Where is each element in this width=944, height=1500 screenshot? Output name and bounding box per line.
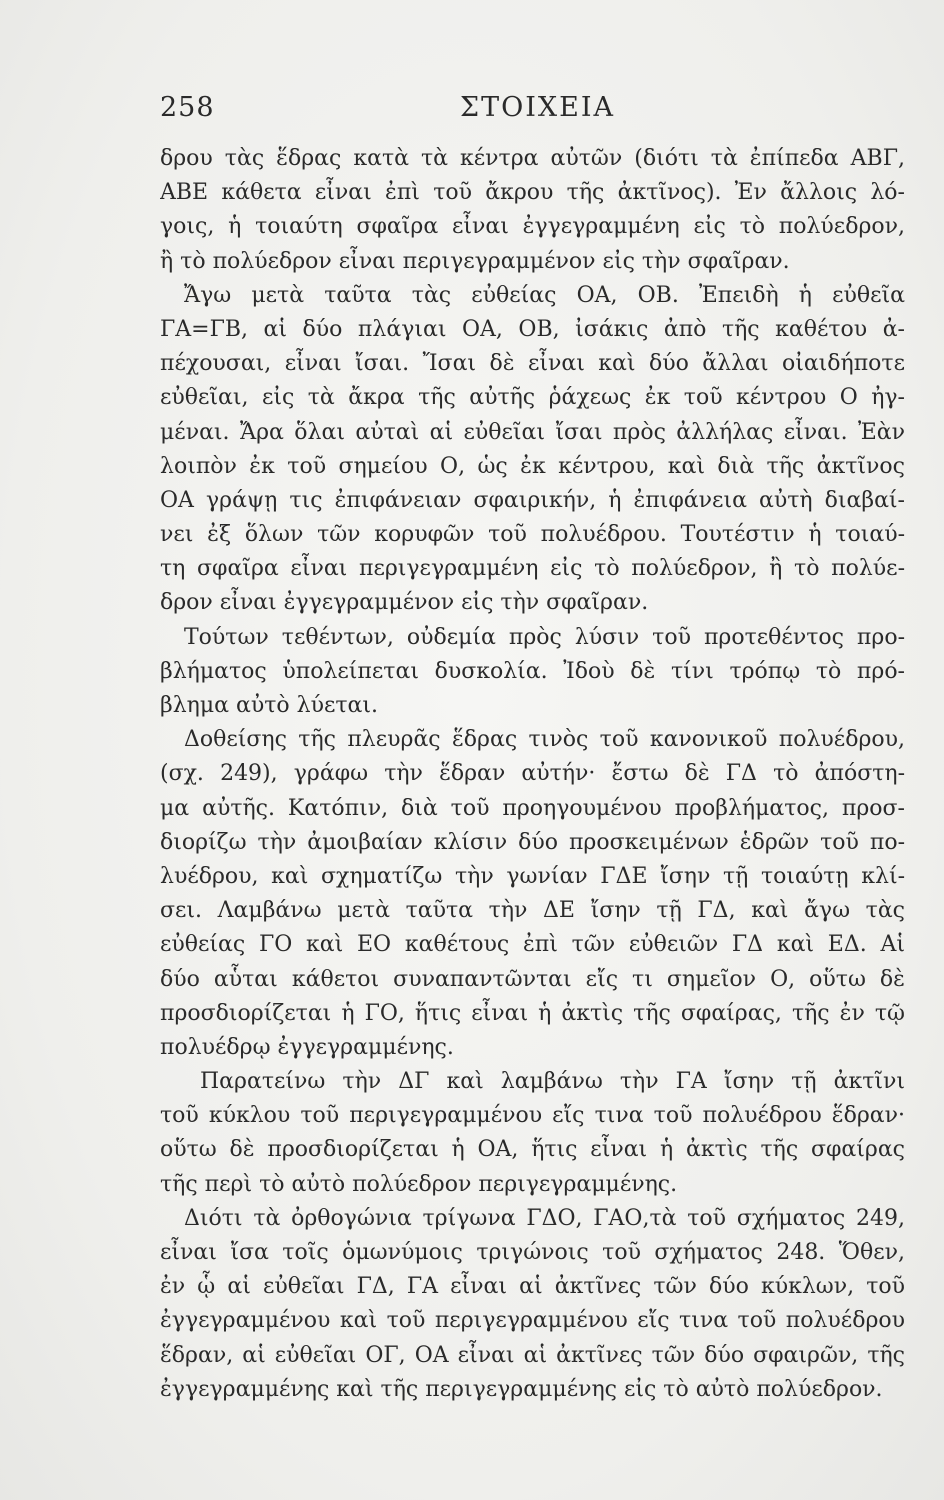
text-line: βλημα αὐτὸ λύεται. (160, 693, 378, 718)
text-line: Παρατείνω τὴν ΔΓ καὶ λαμβάνω τὴν ΓΑ ἴσην τῇ ἀκτῖνι (200, 1069, 905, 1095)
text-line: σει. Λαμβάνω μετὰ ταῦτα τὴν ΔΕ ἴσην τῇ ΓΔ, καὶ ἄγω τὰς (160, 898, 905, 924)
page-header (160, 88, 905, 132)
text-line: (σχ. 249), γράφω τὴν ἕδραν αὐτήν· ἔστω δὲ ΓΔ τὸ ἀπόστη- (160, 761, 905, 787)
text-line: μα αὐτῆς. Κατόπιν, διὰ τοῦ προηγουμένου προβλήματος, προσ- (160, 795, 905, 821)
text-line: βλήματος ὑπολείπεται δυσκολία. Ἰδοὺ δὲ τίνι τρόπῳ τὸ πρό- (160, 658, 905, 684)
text-line: ἐγγεγραμμένου καὶ τοῦ περιγεγραμμένου εἴς τινα τοῦ πολυέδρου (160, 1308, 905, 1334)
text-line: μέναι. Ἄρα ὅλαι αὐταὶ αἱ εὐθεῖαι ἴσαι πρὸς ἀλλήλας εἶναι. Ἐὰν (160, 419, 905, 445)
running-title: ΣΤΟΙΧΕΙΑ (460, 92, 615, 123)
text-line: δρον εἶναι ἐγγεγραμμένον εἰς τὴν σφαῖραν. (160, 590, 649, 616)
page-number: 258 (160, 92, 215, 123)
text-line: τοῦ κύκλου τοῦ περιγεγραμμένου εἴς τινα τοῦ πολυέδρου ἕδραν· (160, 1103, 905, 1129)
text-line: πέχουσαι, εἶναι ἴσαι. Ἴσαι δὲ εἶναι καὶ δύο ἄλλαι οἰαιδήποτε (160, 351, 905, 377)
text-line: γοις, ἡ τοιαύτη σφαῖρα εἶναι ἐγγεγραμμένη εἰς τὸ πολύεδρον, (160, 214, 905, 240)
text-line: τη σφαῖρα εἶναι περιγεγραμμένη εἰς τὸ πολύεδρον, ἢ τὸ πολύε- (160, 556, 905, 582)
text-line: νει ἐξ ὅλων τῶν κορυφῶν τοῦ πολυέδρου. Τουτέστιν ἡ τοιαύ- (160, 522, 905, 548)
text-line: ἕδραν, αἱ εὐθεῖαι ΟΓ, ΟΑ εἶναι αἱ ἀκτῖνες τῶν δύο σφαιρῶν, τῆς (160, 1342, 905, 1368)
text-line: διορίζω τὴν ἀμοιβαίαν κλίσιν δύο προσκειμένων ἑδρῶν τοῦ πο- (160, 829, 905, 855)
text-line: λοιπὸν ἐκ τοῦ σημείου Ο, ὡς ἐκ κέντρου, καὶ διὰ τῆς ἀκτῖνος (160, 453, 905, 479)
text-line: προσδιορίζεται ἡ ΓΟ, ἥτις εἶναι ἡ ἀκτὶς τῆς σφαίρας, τῆς ἐν τῷ (160, 1000, 905, 1026)
text-line: ἢ τὸ πολύεδρον εἶναι περιγεγραμμένον εἰς τὴν σφαῖραν. (160, 248, 790, 274)
text-line: εἶναι ἴσα τοῖς ὁμωνύμοις τριγώνοις τοῦ σχήματος 248. Ὅθεν, (160, 1240, 905, 1265)
text-line: λυέδρου, καὶ σχηματίζω τὴν γωνίαν ΓΔΕ ἴσην τῇ τοιαύτῃ κλί- (160, 863, 905, 889)
text-line: δρου τὰς ἕδρας κατὰ τὰ κέντρα αὐτῶν (διότι τὰ ἐπίπεδα ΑΒΓ, (160, 146, 905, 171)
text-line: Τούτων τεθέντων, οὐδεμία πρὸς λύσιν τοῦ προτεθέντος προ- (184, 624, 905, 650)
text-line: ἐν ᾧ αἱ εὐθεῖαι ΓΔ, ΓΑ εἶναι αἱ ἀκτῖνες τῶν δύο κύκλων, τοῦ (160, 1274, 905, 1300)
text-line: οὕτω δὲ προσδιορίζεται ἡ ΟΑ, ἥτις εἶναι ἡ ἀκτὶς τῆς σφαίρας (160, 1137, 905, 1163)
text-line: Διότι τὰ ὀρθογώνια τρίγωνα ΓΔΟ, ΓΑΟ,τὰ τοῦ σχήματος 249, (184, 1205, 905, 1231)
text-line: Ἄγω μετὰ ταῦτα τὰς εὐθείας ΟΑ, ΟΒ. Ἐπειδὴ ἡ εὐθεῖα (184, 282, 905, 308)
text-line: ΟΑ γράψῃ τις ἐπιφάνειαν σφαιρικήν, ἡ ἐπιφάνεια αὐτὴ διαβαί- (160, 487, 905, 513)
text-line: εὐθείας ΓΟ καὶ ΕΟ καθέτους ἐπὶ τῶν εὐθειῶν ΓΔ καὶ ΕΔ. Αἱ (160, 932, 905, 958)
text-line: ἐγγεγραμμένης καὶ τῆς περιγεγραμμένης εἰς τὸ αὐτὸ πολύεδρον. (160, 1376, 883, 1402)
text-line: Δοθείσης τῆς πλευρᾶς ἕδρας τινὸς τοῦ κανονικοῦ πολυέδρου, (184, 727, 905, 753)
text-line: τῆς περὶ τὸ αὐτὸ πολύεδρον περιγεγραμμένης. (160, 1171, 678, 1197)
text-line: δύο αὗται κάθετοι συναπαντῶνται εἴς τι σημεῖον Ο, οὕτω δὲ (160, 966, 905, 992)
text-line: πολυέδρῳ ἐγγεγραμμένης. (160, 1034, 454, 1060)
body-text (160, 142, 905, 1407)
text-line: ΑΒΕ κάθετα εἶναι ἐπὶ τοῦ ἄκρου τῆς ἀκτῖνος). Ἐν ἄλλοις λό- (160, 180, 905, 206)
text-line: ΓΑ=ΓΒ, αἱ δύο πλάγιαι ΟΑ, ΟΒ, ἰσάκις ἀπὸ τῆς καθέτου ἀ- (160, 316, 905, 342)
text-line: εὐθεῖαι, εἰς τὰ ἄκρα τῆς αὐτῆς ῥάχεως ἐκ τοῦ κέντρου Ο ἠγ- (160, 385, 905, 411)
